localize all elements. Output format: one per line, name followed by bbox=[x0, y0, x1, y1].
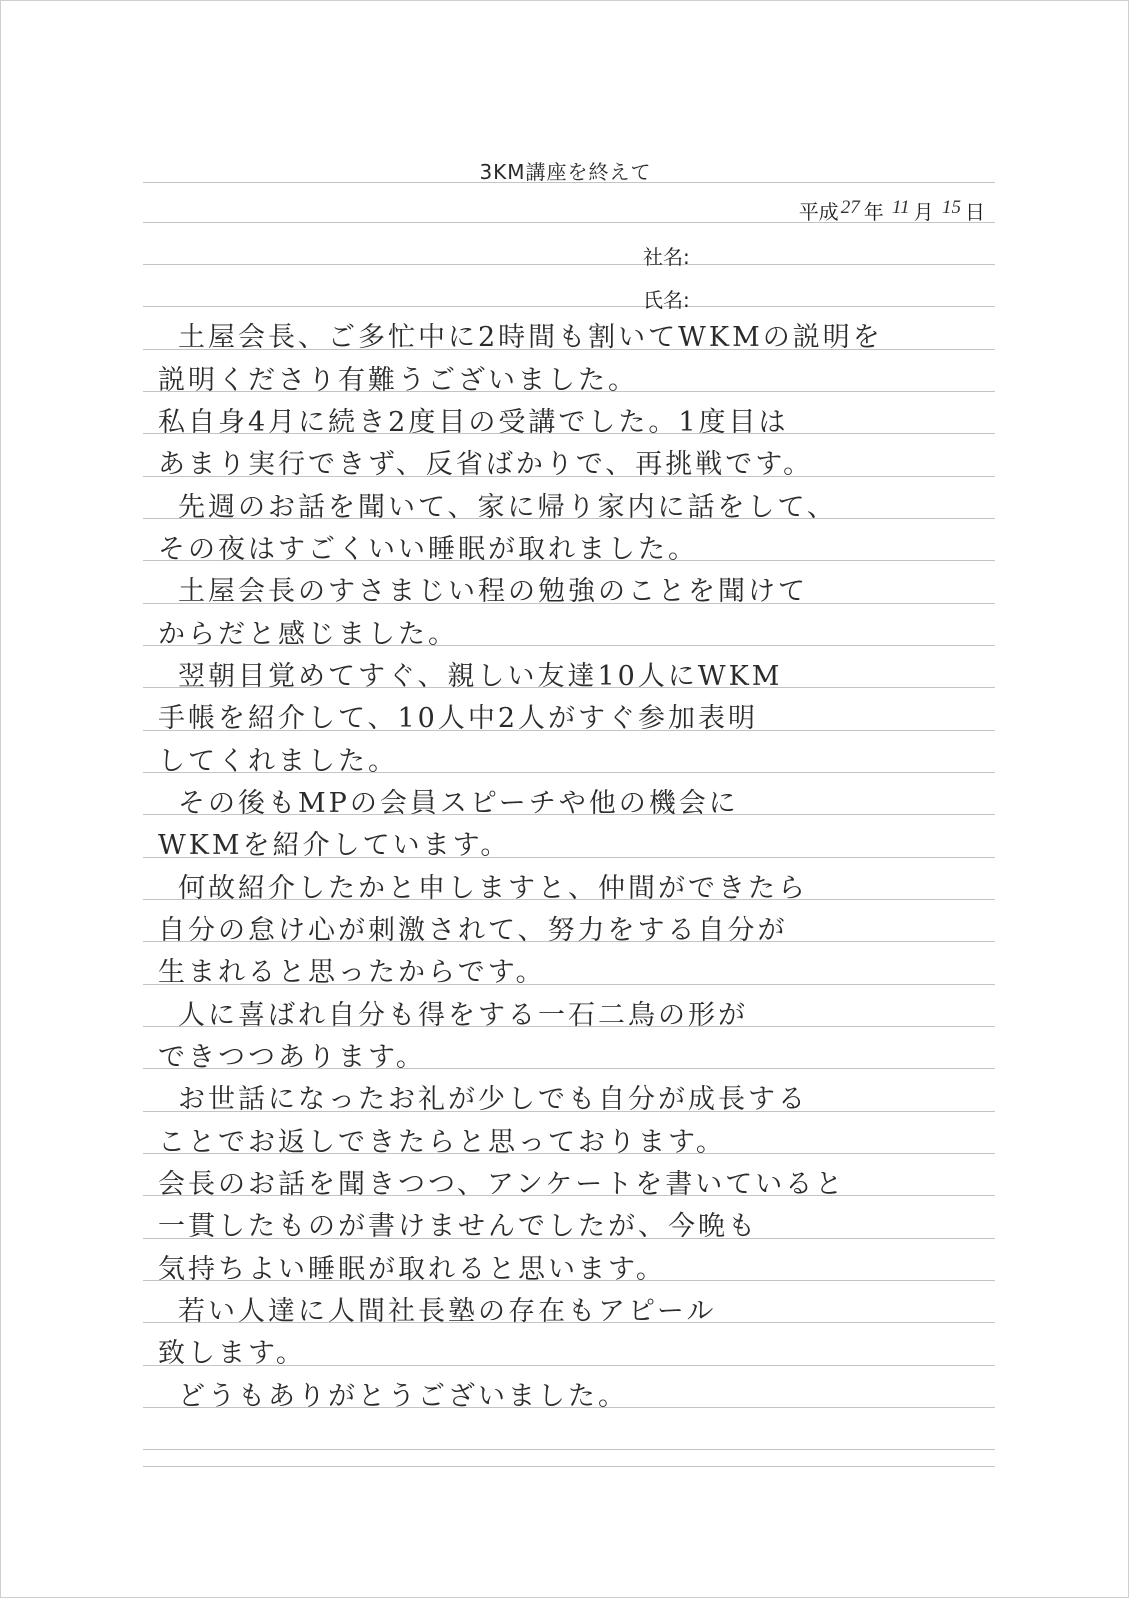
day-unit: 日 bbox=[965, 200, 985, 224]
body-line: WKMを紹介しています。 bbox=[158, 830, 511, 861]
body-line: 先週のお話を聞いて、家に帰り家内に話をして、 bbox=[178, 492, 837, 523]
body-line: 若い人達に人間社長塾の存在もアピール bbox=[178, 1296, 717, 1327]
body-line: 一貫したものが書けませんでしたが、今晩も bbox=[158, 1211, 758, 1242]
month-value: 11 bbox=[892, 197, 910, 218]
ruled-line bbox=[143, 1466, 995, 1467]
ruled-line bbox=[143, 182, 995, 183]
ruled-line bbox=[143, 1449, 995, 1450]
body-line: 翌朝目覚めてすぐ、親しい友達10人にWKM bbox=[178, 661, 783, 692]
month-unit: 月 bbox=[913, 200, 934, 224]
body-line: してくれました。 bbox=[158, 746, 398, 777]
body-line: 生まれると思ったからです。 bbox=[158, 957, 546, 988]
body-line: できつつあります。 bbox=[158, 1042, 426, 1073]
ruled-line bbox=[143, 306, 995, 307]
body-line: あまり実行できず、反省ばかりで、再挑戦です。 bbox=[158, 449, 814, 480]
body-line: 自分の怠け心が刺激されて、努力をする自分が bbox=[158, 915, 788, 946]
year-value: 27 bbox=[840, 197, 860, 218]
body-line: 手帳を紹介して、10人中2人がすぐ参加表明 bbox=[158, 703, 758, 734]
body-line: お世話になったお礼が少しでも自分が成長する bbox=[178, 1084, 808, 1115]
ruled-line bbox=[143, 264, 995, 265]
body-line: からだと感じました。 bbox=[158, 619, 458, 650]
body-line: 土屋会長のすさまじい程の勉強のことを聞けて bbox=[178, 576, 808, 607]
body-line: 土屋会長、ご多忙中に2時間も割いてWKMの説明を bbox=[178, 322, 883, 353]
era-label: 平成 bbox=[798, 200, 839, 224]
body-line: 会長のお話を聞きつつ、アンケートを書いていると bbox=[158, 1169, 846, 1200]
body-line: その後もMPの会員スピーチや他の機会に bbox=[178, 788, 739, 819]
year-unit: 年 bbox=[863, 200, 884, 224]
date-line bbox=[799, 196, 985, 225]
document-title: 3KM講座を終えて bbox=[479, 160, 652, 184]
body-line: その夜はすごくいい睡眠が取れました。 bbox=[158, 534, 698, 565]
body-line: 何故紹介したかと申しますと、仲間ができたら bbox=[178, 873, 808, 904]
body-line: どうもありがとうございました。 bbox=[178, 1381, 628, 1412]
body-line: 私自身4月に続き2度目の受講でした。1度目は bbox=[158, 407, 789, 438]
body-line: 人に喜ばれ自分も得をする一石二鳥の形が bbox=[178, 1000, 748, 1031]
body-line: ことでお返しできたらと思っております。 bbox=[158, 1127, 726, 1158]
name-label: 氏名: bbox=[643, 288, 690, 312]
body-line: 致します。 bbox=[158, 1338, 306, 1369]
company-label: 社名: bbox=[643, 245, 690, 269]
body-line: 気持ちよい睡眠が取れると思います。 bbox=[158, 1254, 666, 1285]
day-value: 15 bbox=[942, 197, 961, 218]
body-line: 説明くださり有難うございました。 bbox=[158, 365, 638, 396]
